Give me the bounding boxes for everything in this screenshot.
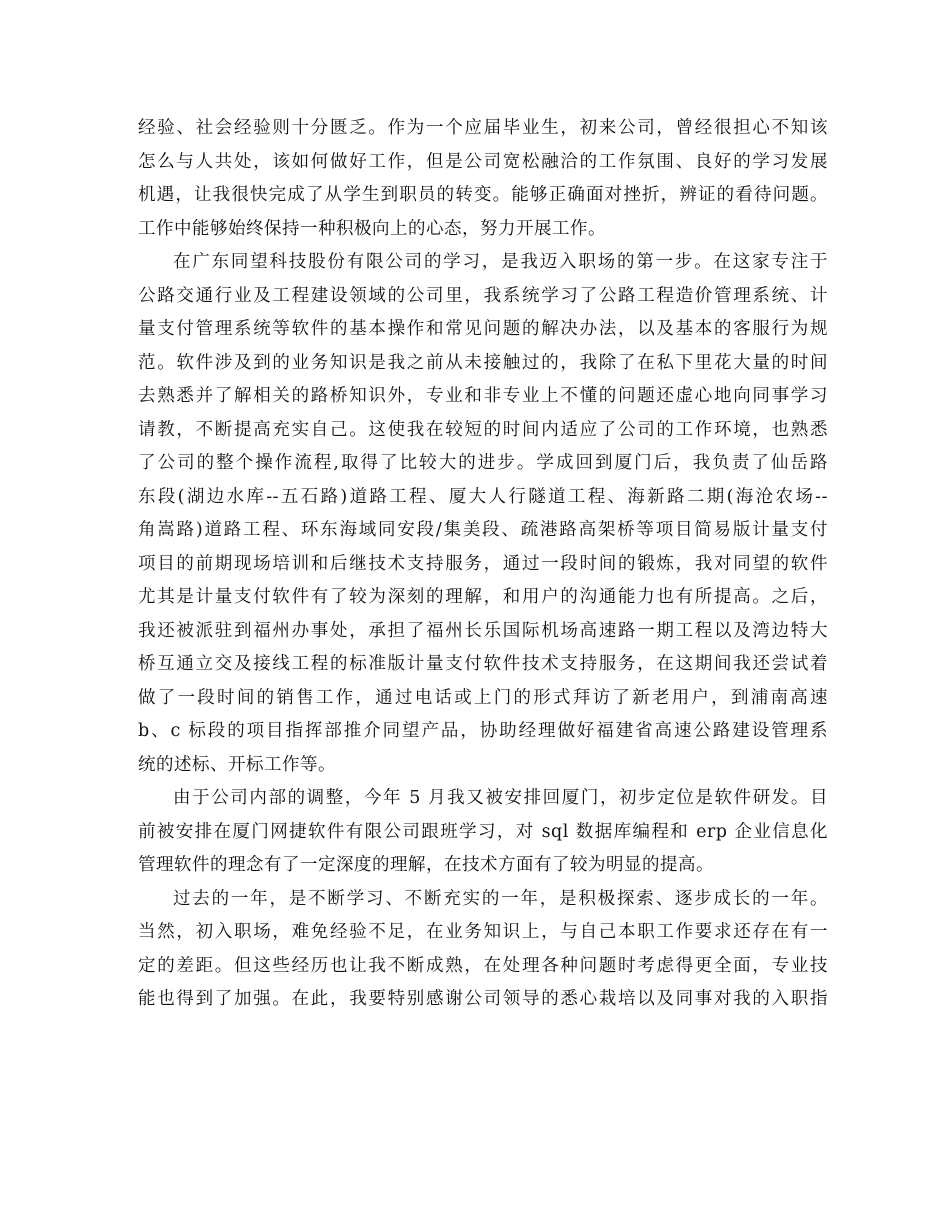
paragraph-3 [138,782,828,883]
text-line: 经验、社会经验则十分匮乏。作为一个应届毕业生，初来公司，曾经很担心不知该 [138,118,828,138]
text-line: 尤其是计量支付软件有了较为深刻的理解，和用户的沟通能力也有所提高。之后， [138,587,828,607]
text-line: 做了一段时间的销售工作，通过电话或上门的形式拜访了新老用户，到浦南高速 [138,687,828,708]
text-line: 定的差距。但这些经历也让我不断成熟，在处理各种问题时考虑得更全面，专业技 [138,955,828,976]
text-line: 管理软件的理念有了一定深度的理解，在技术方面有了较为明显的提高。 [138,855,714,875]
text-line: 角嵩路)道路工程、环东海域同安段/集美段、疏港路高架桥等项目简易版计量支付 [138,520,828,540]
text-line: 统的述标、开标工作等。 [138,754,336,775]
text-line: 桥互通立交及接线工程的标准版计量支付软件技术支持服务，在这期间我还尝试着 [138,654,828,674]
text-line: 在广东同望科技股份有限公司的学习，是我迈入职场的第一步。在这家专注于 [173,252,828,272]
text-line: 怎么与人共处，该如何做好工作，但是公司宽松融洽的工作氛围、良好的学习发展 [138,151,828,172]
text-line: 量支付管理系统等软件的基本操作和常见问题的解决办法，以及基本的客服行为规 [138,319,828,339]
text-line: 能也得到了加强。在此，我要特别感谢公司领导的悉心栽培以及同事对我的入职指 [138,989,828,1009]
paragraph-4 [138,883,828,1017]
text-line: 了公司的整个操作流程,取得了比较大的进步。学成回到厦门后，我负责了仙岳路 [138,453,828,473]
document-body [138,112,828,1017]
text-line: 公路交通行业及工程建设领域的公司里，我系统学习了公路工程造价管理系统、计 [138,285,828,306]
text-line: 工作中能够始终保持一种积极向上的心态，努力开展工作。 [138,218,606,239]
paragraph-2 [138,246,828,782]
text-line: 范。软件涉及到的业务知识是我之前从未接触过的，我除了在私下里花大量的时间 [138,352,828,373]
text-line: 项目的前期现场培训和后继技术支持服务，通过一段时间的锻炼，我对同望的软件 [138,553,828,574]
text-line: 去熟悉并了解相关的路桥知识外，专业和非专业上不懂的问题还虚心地向同事学习 [138,386,828,406]
text-line: 机遇，让我很快完成了从学生到职员的转变。能够正确面对挫折，辨证的看待问题。 [138,185,828,205]
text-line: 前被安排在厦门网捷软件有限公司跟班学习，对 sql 数据库编程和 erp 企业信息化 [138,821,828,842]
text-line: 过去的一年，是不断学习、不断充实的一年，是积极探索、逐步成长的一年。 [173,888,828,909]
text-line: b、c 标段的项目指挥部推介同望产品，协助经理做好福建省高速公路建设管理系 [138,721,828,741]
text-line: 东段(湖边水库--五石路)道路工程、厦大人行隧道工程、海新路二期(海沧农场-- [138,486,828,507]
text-line: 当然，初入职场，难免经验不足，在业务知识上，与自己本职工作要求还存在有一 [138,922,828,942]
text-line: 请教，不断提高充实自己。这使我在较短的时间内适应了公司的工作环境，也熟悉 [138,419,828,440]
text-line: 我还被派驻到福州办事处，承担了福州长乐国际机场高速路一期工程以及湾边特大 [138,620,828,641]
text-line: 由于公司内部的调整，今年 5 月我又被安排回厦门，初步定位是软件研发。目 [173,788,828,808]
paragraph-1 [138,112,828,246]
